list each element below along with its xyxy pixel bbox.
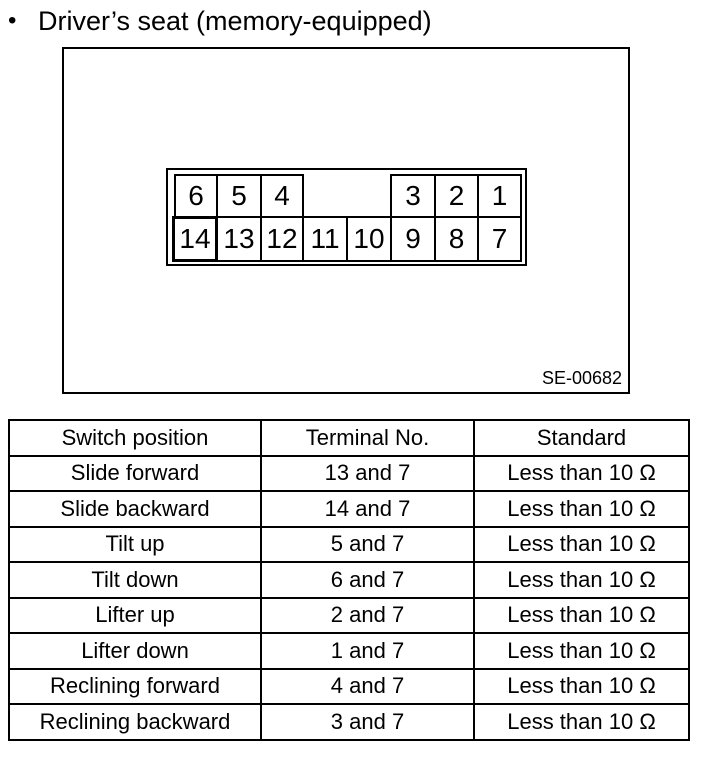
standard-cell: Less than 10 Ω	[474, 562, 689, 598]
connector-pin: 2	[434, 174, 479, 218]
figure-reference-code: SE-00682	[541, 368, 622, 388]
heading-text: Driver’s seat (memory-equipped)	[38, 5, 432, 36]
connector-pin: 4	[260, 174, 304, 218]
connector-pin: 7	[477, 216, 522, 262]
connector-housing	[166, 168, 527, 266]
table-row	[9, 633, 689, 669]
table-row	[9, 669, 689, 705]
connector-pin: 9	[390, 216, 436, 262]
connector-pin: 6	[174, 174, 218, 218]
connector-pin: 5	[216, 174, 262, 218]
standard-cell: Less than 10 Ω	[474, 456, 689, 492]
table-row	[9, 456, 689, 492]
connector-pin: 14	[172, 216, 218, 262]
connector-pin: 10	[346, 216, 392, 262]
terminal-cell: 3 and 7	[261, 704, 474, 740]
section-heading	[8, 2, 432, 40]
standard-cell: Less than 10 Ω	[474, 491, 689, 527]
terminal-cell: 5 and 7	[261, 527, 474, 563]
standard-cell: Less than 10 Ω	[474, 669, 689, 705]
column-header: Terminal No.	[261, 420, 474, 456]
connector-figure	[62, 47, 630, 394]
switch-position-cell: Reclining backward	[9, 704, 261, 740]
table-row	[9, 704, 689, 740]
standard-cell: Less than 10 Ω	[474, 527, 689, 563]
table-row	[9, 562, 689, 598]
connector-pin: 8	[434, 216, 479, 262]
connector-pin: 12	[260, 216, 304, 262]
switch-position-cell: Tilt down	[9, 562, 261, 598]
switch-position-cell: Slide forward	[9, 456, 261, 492]
standard-cell: Less than 10 Ω	[474, 704, 689, 740]
standard-cell: Less than 10 Ω	[474, 633, 689, 669]
connector-pin: 11	[302, 216, 348, 262]
table-row	[9, 491, 689, 527]
inspection-table	[8, 419, 690, 741]
terminal-cell: 13 and 7	[261, 456, 474, 492]
column-header: Standard	[474, 420, 689, 456]
terminal-cell: 4 and 7	[261, 669, 474, 705]
table-header-row	[9, 420, 689, 456]
terminal-cell: 6 and 7	[261, 562, 474, 598]
terminal-cell: 14 and 7	[261, 491, 474, 527]
bullet-marker: •	[8, 7, 17, 34]
table-row	[9, 598, 689, 634]
connector-pin: 13	[216, 216, 262, 262]
connector-pin: 3	[390, 174, 436, 218]
switch-position-cell: Lifter up	[9, 598, 261, 634]
standard-cell: Less than 10 Ω	[474, 598, 689, 634]
switch-position-cell: Slide backward	[9, 491, 261, 527]
column-header: Switch position	[9, 420, 261, 456]
switch-position-cell: Tilt up	[9, 527, 261, 563]
switch-position-cell: Reclining forward	[9, 669, 261, 705]
terminal-cell: 2 and 7	[261, 598, 474, 634]
connector-pin: 1	[477, 174, 522, 218]
table-row	[9, 527, 689, 563]
terminal-cell: 1 and 7	[261, 633, 474, 669]
switch-position-cell: Lifter down	[9, 633, 261, 669]
